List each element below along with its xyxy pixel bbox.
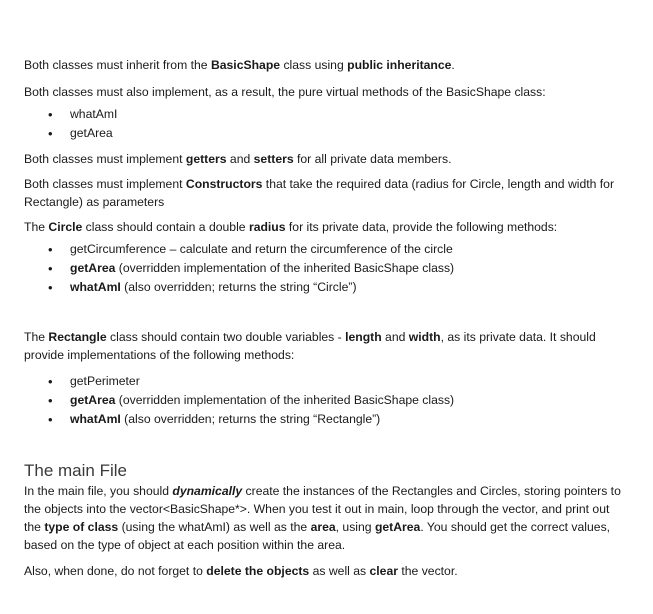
main-file-paragraph: In the main file, you should dynamically create the instances of the Rectangles and Circles, storing pointers to the objects into the vector<BasicShape*>. When you test it out in main, loop through the vector, and print out the type of class (using the whatAmI) as well as the area, using getArea. You should get the correct values, based on the type of object at each position within the area. xyxy=(24,484,621,552)
list-item: • getArea (overridden implementation of the inherited BasicShape class) xyxy=(24,259,642,278)
rectangle-methods-list xyxy=(24,372,642,429)
cleanup-paragraph: Also, when done, do not forget to delete the objects as well as clear the vector. xyxy=(24,564,458,578)
inheritance-paragraph: Both classes must inherit from the BasicShape class using public inheritance. xyxy=(24,58,455,72)
list-item: • whatAmI xyxy=(24,105,642,124)
document-body xyxy=(24,56,642,580)
list-item: • getPerimeter xyxy=(24,372,642,391)
list-item: • whatAmI (also overridden; returns the string “Rectangle”) xyxy=(24,410,642,429)
pure-virtual-paragraph: Both classes must also implement, as a result, the pure virtual methods of the BasicShape class: xyxy=(24,85,546,99)
pure-virtual-list xyxy=(24,105,642,143)
circle-paragraph: The Circle class should contain a double radius for its private data, provide the following methods: xyxy=(24,220,558,234)
list-item: • getArea (overridden implementation of the inherited BasicShape class) xyxy=(24,391,642,410)
constructors-paragraph: Both classes must implement Constructors that take the required data (radius for Circle, length and width for Rectangle) as parameters xyxy=(24,177,615,209)
list-item: • whatAmI (also overridden; returns the string “Circle”) xyxy=(24,278,642,297)
rectangle-paragraph: The Rectangle class should contain two double variables - length and width, as its private data. It should provide implementations of the following methods: xyxy=(24,330,596,362)
list-item: • getCircumference – calculate and return the circumference of the circle xyxy=(24,240,642,259)
circle-methods-list xyxy=(24,240,642,297)
list-item: • getArea xyxy=(24,124,642,143)
main-file-heading: The main File xyxy=(24,461,127,480)
getters-setters-paragraph: Both classes must implement getters and setters for all private data members. xyxy=(24,152,452,166)
